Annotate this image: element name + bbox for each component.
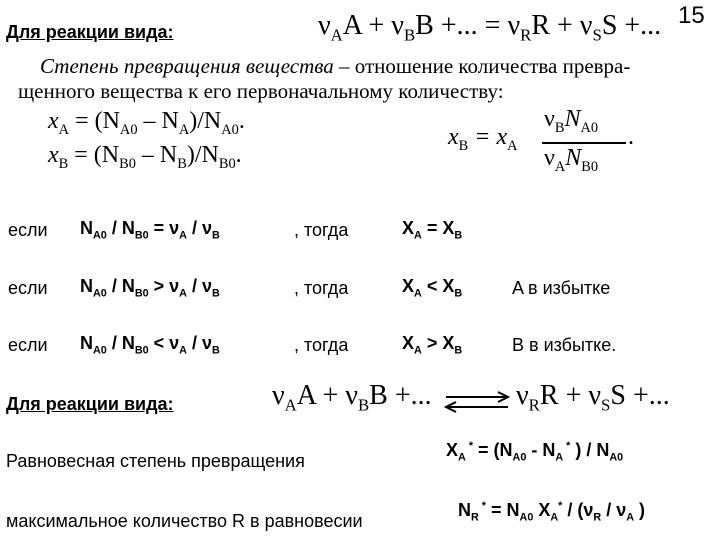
max-amount-label: максимальное количество R в равновесии <box>6 511 363 531</box>
formula-part: S <box>610 380 626 411</box>
formula-part: B0 <box>218 155 236 172</box>
equilibrium-arrows-icon <box>440 388 514 416</box>
equilibrium-formula <box>446 440 623 464</box>
formula-part: N <box>80 333 93 353</box>
species-b: B <box>415 10 434 41</box>
formula-part: + <box>558 380 589 411</box>
condition <box>80 276 220 300</box>
formula-part: A <box>179 229 187 242</box>
formula-part: . <box>238 108 245 134</box>
formula-part: > <box>421 333 443 353</box>
formula-part: X <box>442 218 455 238</box>
subscript: B <box>403 25 416 45</box>
reaction-heading-1: Для реакции вида: <box>6 22 174 42</box>
formula-part: A <box>58 121 70 138</box>
formula-part: B0 <box>581 158 599 175</box>
fraction-denominator <box>544 145 598 176</box>
formula-part: B <box>177 155 187 172</box>
formula-part: B0 <box>134 344 149 357</box>
formula-part: / ν <box>601 500 627 520</box>
formula-part: S <box>601 395 611 415</box>
formula-part: + <box>315 380 346 411</box>
formula-part: / N <box>106 218 135 238</box>
formula-part: A0 <box>609 451 624 464</box>
reaction-equation-2-rhs <box>516 380 670 416</box>
formula-part: R <box>471 511 479 524</box>
formula-part: A <box>554 158 566 175</box>
formula-part: / <box>186 333 202 353</box>
formula-part: = <box>421 218 443 238</box>
operator: +... <box>617 10 662 41</box>
formula-part: ν <box>202 218 213 238</box>
formula-part: B <box>454 287 463 300</box>
formula-part: B <box>454 344 463 357</box>
formula-part: B <box>212 287 220 300</box>
formula-part: N <box>565 145 582 171</box>
formula-part: * <box>563 440 571 452</box>
formula-part: R <box>539 380 559 411</box>
result <box>402 218 462 242</box>
formula-part: A <box>507 137 518 154</box>
slide-number: 15 <box>678 2 705 29</box>
formula-part: / (ν <box>562 500 594 520</box>
formula-part: B0 <box>119 155 136 172</box>
formula-part: A <box>284 395 297 415</box>
formula-part: A0 <box>93 344 107 357</box>
reaction-equation-2-lhs <box>272 380 432 416</box>
nu-symbol: ν <box>318 10 331 41</box>
formula-part: * <box>558 500 563 512</box>
formula-part: ν <box>272 380 285 411</box>
formula-part: < <box>421 276 443 296</box>
formula-part: N <box>80 276 93 296</box>
formula-part: B0 <box>134 229 149 242</box>
formula-part: )/N <box>186 142 219 168</box>
formula-part: A0 <box>93 287 107 300</box>
formula-part: B <box>357 395 370 415</box>
formula-part: = N <box>486 500 520 520</box>
formula-part: - N <box>526 440 556 460</box>
formula-part: A <box>296 380 316 411</box>
formula-part: = (N <box>69 108 120 134</box>
formula-part: – N <box>137 108 179 134</box>
formula-part: A <box>458 451 466 464</box>
formula-part: )/N <box>189 108 222 134</box>
formula-part: ν <box>169 276 180 296</box>
formula-part: ν <box>202 333 213 353</box>
formula-part: X <box>402 218 415 238</box>
operator: + <box>550 10 580 41</box>
formula-relation-end: . <box>628 124 634 150</box>
formula-part: = <box>148 218 170 238</box>
excess-note: A в избытке <box>512 278 611 298</box>
formula-part: N <box>564 106 581 132</box>
formula-part: x <box>48 108 59 134</box>
formula-part: * <box>465 440 474 452</box>
formula-part: +... <box>625 380 670 411</box>
formula-part: A <box>414 229 422 242</box>
formula-part: ν <box>544 145 555 171</box>
formula-xb <box>48 142 242 173</box>
definition-text: – отношение количества превра- <box>333 54 631 78</box>
formula-part: B <box>369 380 388 411</box>
if-label: если <box>8 335 48 355</box>
formula-part: X <box>402 276 415 296</box>
operator: + <box>361 10 392 41</box>
formula-part: R <box>593 511 602 524</box>
formula-part: A <box>179 287 187 300</box>
then-label: , тогда <box>294 220 349 240</box>
formula-part: A <box>178 121 190 138</box>
formula-part: X <box>442 333 455 353</box>
definition-line-2: щенного вещества к его первоначальному количеству: <box>18 79 504 103</box>
formula-part: A0 <box>221 121 239 138</box>
formula-part: B0 <box>134 287 149 300</box>
formula-part: > <box>148 276 170 296</box>
formula-part: = (N <box>68 142 120 168</box>
formula-part: A0 <box>93 229 107 242</box>
species-s: S <box>601 10 618 41</box>
formula-part: ν <box>169 333 180 353</box>
formula-part: B <box>554 119 565 136</box>
formula-part: = x <box>468 124 508 150</box>
result <box>402 276 462 300</box>
species-r: R <box>531 10 550 41</box>
operator: +... = <box>433 10 508 41</box>
formula-part: A0 <box>519 511 534 524</box>
formula-part: A <box>414 344 422 357</box>
formula-part: N <box>458 500 471 520</box>
formula-part: B <box>458 137 469 154</box>
formula-part: x <box>448 124 459 150</box>
formula-part: ν <box>588 380 602 411</box>
formula-part: – N <box>135 142 178 168</box>
nu-symbol: ν <box>579 10 593 41</box>
formula-part: / N <box>106 276 135 296</box>
excess-note: B в избытке. <box>512 335 617 355</box>
subscript: S <box>592 25 602 45</box>
formula-part: +... <box>387 380 432 411</box>
result <box>402 333 462 357</box>
condition <box>80 333 220 357</box>
formula-part: ν <box>345 380 358 411</box>
nu-symbol: ν <box>507 10 521 41</box>
condition <box>80 218 220 242</box>
formula-part: ν <box>169 218 180 238</box>
formula-part: / <box>186 276 202 296</box>
if-label: если <box>8 278 48 298</box>
formula-part: R <box>528 395 540 415</box>
formula-part: A <box>414 287 422 300</box>
formula-part: < <box>148 333 170 353</box>
definition-line-1 <box>40 54 630 79</box>
formula-part: X <box>533 500 551 520</box>
reaction-equation-1 <box>318 10 661 46</box>
formula-part: ) / N <box>570 440 610 460</box>
nu-symbol: ν <box>391 10 404 41</box>
formula-part: X <box>442 276 455 296</box>
formula-part: B <box>212 229 220 242</box>
fraction-bar <box>542 142 626 144</box>
equilibrium-label: Равновесная степень превращения <box>6 451 305 471</box>
formula-part: . <box>235 142 242 168</box>
formula-part: A0 <box>512 451 527 464</box>
formula-part: X <box>402 333 415 353</box>
formula-part: A <box>179 344 187 357</box>
formula-part: B <box>454 229 463 242</box>
subscript: R <box>520 25 532 45</box>
formula-part: ) <box>634 500 646 520</box>
definition-term: Степень превращения вещества <box>40 54 334 78</box>
then-label: , тогда <box>294 335 349 355</box>
reaction-heading-2: Для реакции вида: <box>6 394 174 414</box>
formula-part: / <box>186 218 202 238</box>
formula-part: ν <box>544 106 555 132</box>
max-amount-formula <box>458 500 645 524</box>
formula-part: N <box>80 218 93 238</box>
formula-part: / N <box>106 333 135 353</box>
formula-part: B <box>58 155 69 172</box>
subscript: A <box>330 25 343 45</box>
formula-part: A0 <box>119 121 138 138</box>
formula-part: ν <box>516 380 529 411</box>
formula-part: X <box>446 440 459 460</box>
formula-part: A <box>555 451 564 464</box>
formula-part: A <box>550 511 559 524</box>
then-label: , тогда <box>294 278 349 298</box>
formula-part: x <box>48 142 59 168</box>
species-a: A <box>342 10 362 41</box>
formula-part: * <box>478 500 487 512</box>
formula-part: = (N <box>473 440 513 460</box>
formula-relation-lhs <box>448 124 518 155</box>
formula-part: A0 <box>580 119 599 136</box>
if-label: если <box>8 220 48 240</box>
formula-part: B <box>212 344 220 357</box>
formula-xa <box>48 108 245 139</box>
formula-part: A <box>626 511 635 524</box>
formula-part: ν <box>202 276 213 296</box>
fraction-numerator <box>544 106 598 137</box>
